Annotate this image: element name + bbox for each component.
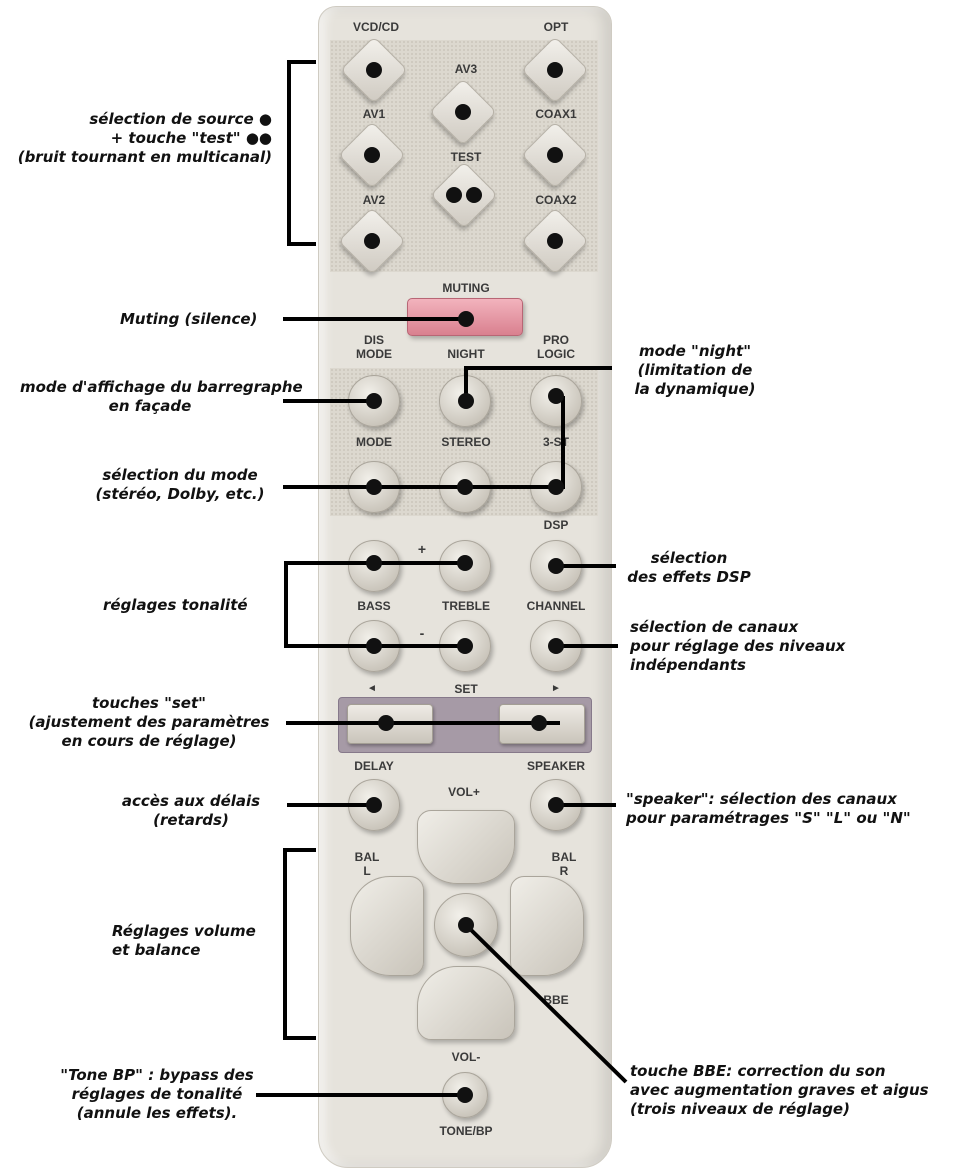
mode-line (283, 396, 563, 487)
label-treble: TREBLE (442, 599, 490, 613)
label-speaker: SPEAKER (526, 759, 586, 773)
annotation-delay: accès aux délais (retards) (121, 792, 261, 829)
annotation-speaker: "speaker": sélection des canaux pour paramétrages "S" "L" ou "N" (626, 790, 911, 827)
treble-plus-dot (457, 555, 473, 571)
annotation-source: sélection de source ● + touche "test" ●● (bruit tournant en multicanal) (17, 110, 272, 166)
label-stereo: STEREO (441, 435, 491, 449)
source-dot (547, 62, 563, 78)
delay-dot (366, 797, 382, 813)
mode-dot (366, 479, 382, 495)
label-bal-r: BAL R (551, 850, 577, 878)
label-opt: OPT (543, 20, 569, 34)
label-muting: MUTING (442, 281, 490, 295)
muting-dot (458, 311, 474, 327)
label-dis-mode: DIS MODE (356, 333, 392, 361)
annotation-muting: Muting (silence) (120, 310, 258, 328)
label-bal-l: BAL L (354, 850, 380, 878)
label-av1: AV1 (362, 107, 386, 121)
label-vol-plus: VOL+ (448, 785, 480, 799)
source-dot (547, 233, 563, 249)
label-bbe: BBE (543, 993, 569, 1007)
set-left-dot (378, 715, 394, 731)
label-3st: 3-ST (542, 435, 570, 449)
annotation-dsp: sélection des effets DSP (627, 549, 751, 586)
annotation-tone: réglages tonalité (103, 596, 248, 614)
label-dsp: DSP (543, 518, 569, 532)
source-dot (364, 233, 380, 249)
source-dot (455, 104, 471, 120)
source-dot (547, 147, 563, 163)
tone-bracket (286, 563, 465, 646)
label-av2: AV2 (362, 193, 386, 207)
annotation-set: touches "set" (ajustement des paramètres en cours de réglage) (28, 694, 270, 750)
stereo-dot (457, 479, 473, 495)
bass-plus-dot (366, 555, 382, 571)
label-bass: BASS (357, 599, 391, 613)
speaker-dot (548, 797, 564, 813)
volume-bracket (285, 850, 316, 1038)
night-dot (458, 393, 474, 409)
annotation-channel: sélection de canaux pour réglage des niveaux indépendants (630, 618, 846, 674)
label-left-arrow: ◄ (367, 683, 377, 694)
label-av3: AV3 (454, 62, 478, 76)
label-delay: DELAY (354, 759, 394, 773)
label-coax1: COAX1 (535, 107, 577, 121)
bbe-line (466, 925, 626, 1082)
source-bracket (289, 62, 316, 244)
3st-dot (548, 479, 564, 495)
dsp-dot (548, 558, 564, 574)
annotation-volume: Réglages volume et balance (112, 922, 256, 959)
treble-minus-dot (457, 638, 473, 654)
label-vcdcd: VCD/CD (352, 20, 400, 34)
night-line (466, 368, 612, 401)
label-coax2: COAX2 (535, 193, 577, 207)
callout-line-group (256, 62, 626, 1095)
label-mode: MODE (356, 435, 392, 449)
label-plus: + (417, 541, 427, 557)
test-dot (466, 187, 482, 203)
annotation-bbe: touche BBE: correction du son avec augmentation graves et aigus (trois niveaux de réglage) (630, 1062, 929, 1118)
label-channel: CHANNEL (526, 599, 586, 613)
test-dot (446, 187, 462, 203)
dis-mode-dot (366, 393, 382, 409)
set-right-dot (531, 715, 547, 731)
source-dot (366, 62, 382, 78)
channel-dot (548, 638, 564, 654)
bbe-dot (458, 917, 474, 933)
annotation-mode: sélection du mode (stéréo, Dolby, etc.) (95, 466, 265, 503)
annotation-tone-bp: "Tone BP" : bypass des réglages de tonalité (annule les effets). (60, 1066, 254, 1122)
label-night: NIGHT (447, 347, 485, 361)
label-set: SET (454, 682, 478, 696)
label-minus: - (419, 625, 425, 641)
label-vol-minus: VOL- (451, 1050, 481, 1064)
annotation-display: mode d'affichage du barregraphe en façade (20, 378, 303, 415)
bass-minus-dot (366, 638, 382, 654)
tone-bp-dot (457, 1087, 473, 1103)
pro-logic-dot (548, 388, 564, 404)
label-pro-logic: PRO LOGIC (537, 333, 575, 361)
label-tone-bp: TONE/BP (439, 1124, 493, 1138)
label-right-arrow: ► (551, 683, 561, 694)
source-dot (364, 147, 380, 163)
annotation-night: mode "night" (limitation de la dynamique) (634, 342, 756, 398)
label-test: TEST (450, 150, 482, 164)
